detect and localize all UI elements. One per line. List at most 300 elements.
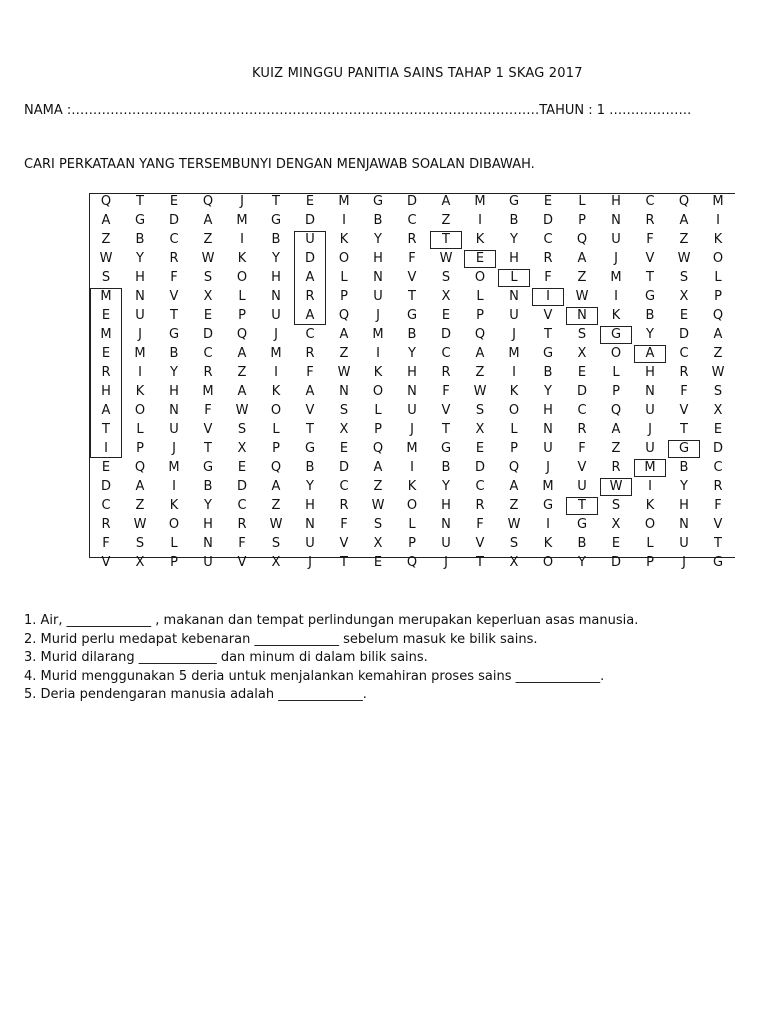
word-box-telitian-cell xyxy=(430,231,462,249)
grid-letter: E xyxy=(611,536,621,551)
grid-letter: I xyxy=(410,460,414,475)
grid-letter: S xyxy=(135,536,145,551)
grid-letter: G xyxy=(542,498,554,513)
grid-letter: M xyxy=(134,346,146,361)
grid-letter: G xyxy=(304,441,316,456)
grid-letter: X xyxy=(509,555,519,570)
grid-letter: H xyxy=(203,517,213,532)
grid-letter: C xyxy=(101,498,111,513)
grid-letter: W xyxy=(133,517,147,532)
grid-letter: O xyxy=(168,517,180,532)
grid-letter: P xyxy=(578,213,586,228)
grid-letter: A xyxy=(475,346,485,361)
grid-letter: X xyxy=(611,517,621,532)
grid-letter: E xyxy=(475,441,485,456)
grid-letter: L xyxy=(714,270,722,285)
grid-letter: Z xyxy=(441,213,451,228)
grid-letter: M xyxy=(644,460,656,475)
grid-letter: U xyxy=(543,441,553,456)
grid-letter: R xyxy=(577,422,587,437)
grid-letter: D xyxy=(304,251,315,266)
word-box-telitian-cell xyxy=(566,307,598,325)
grid-letter: W xyxy=(439,251,453,266)
word-box-guru-cell xyxy=(566,497,598,515)
grid-letter: Q xyxy=(372,441,384,456)
grid-letter: Z xyxy=(101,232,111,247)
grid-letter: C xyxy=(305,327,315,342)
grid-letter: O xyxy=(644,517,656,532)
grid-letter: B xyxy=(441,460,451,475)
grid-letter: E xyxy=(679,308,689,323)
grid-letter: F xyxy=(578,441,586,456)
grid-letter: M xyxy=(372,327,384,342)
grid-letter: K xyxy=(713,232,723,247)
grid-letter: M xyxy=(168,460,180,475)
grid-letter: A xyxy=(135,479,145,494)
grid-letter: R xyxy=(475,498,485,513)
grid-letter: V xyxy=(441,403,451,418)
grid-letter: H xyxy=(509,251,519,266)
word-box-telitian-cell xyxy=(464,250,496,268)
grid-letter: S xyxy=(339,403,349,418)
grid-letter: U xyxy=(135,308,145,323)
grid-letter: S xyxy=(271,536,281,551)
grid-letter: W xyxy=(575,289,589,304)
grid-letter: I xyxy=(546,289,550,304)
grid-letter: H xyxy=(373,251,383,266)
grid-letter: H xyxy=(305,498,315,513)
grid-letter: T xyxy=(340,555,348,570)
grid-letter: E xyxy=(577,365,587,380)
grid-letter: N xyxy=(543,422,553,437)
grid-letter: X xyxy=(713,403,723,418)
grid-letter: W xyxy=(201,251,215,266)
grid-letter: K xyxy=(407,479,417,494)
grid-letter: L xyxy=(646,536,654,551)
grid-letter: R xyxy=(169,251,179,266)
grid-letter: S xyxy=(373,517,383,532)
grid-letter: G xyxy=(134,213,146,228)
grid-letter: Q xyxy=(678,194,690,209)
grid-letter: Y xyxy=(136,251,144,266)
grid-letter: N xyxy=(577,308,587,323)
grid-letter: Y xyxy=(170,365,178,380)
grid-letter: Z xyxy=(237,365,247,380)
grid-letter: C xyxy=(543,232,553,247)
grid-letter: A xyxy=(611,422,621,437)
grid-letter: D xyxy=(338,460,349,475)
grid-letter: B xyxy=(373,213,383,228)
grid-letter: P xyxy=(238,308,246,323)
grid-letter: O xyxy=(712,251,724,266)
grid-letter: U xyxy=(441,536,451,551)
grid-letter: A xyxy=(203,213,213,228)
grid-letter: X xyxy=(339,422,349,437)
grid-letter: W xyxy=(609,479,623,494)
grid-letter: V xyxy=(713,517,723,532)
grid-letter: R xyxy=(679,365,689,380)
instruction-text: CARI PERKATAAN YANG TERSEMBUNYI DENGAN MENJAWAB SOALAN DIBAWAH. xyxy=(24,157,535,172)
grid-letter: N xyxy=(305,517,315,532)
grid-letter: M xyxy=(100,289,112,304)
grid-letter: V xyxy=(237,555,247,570)
grid-letter: J xyxy=(512,327,516,342)
grid-letter: S xyxy=(475,403,485,418)
grid-letter: R xyxy=(203,365,213,380)
grid-letter: U xyxy=(373,289,383,304)
grid-letter: V xyxy=(101,555,111,570)
grid-letter: A xyxy=(339,327,349,342)
grid-letter: K xyxy=(237,251,247,266)
grid-letter: K xyxy=(645,498,655,513)
grid-letter: O xyxy=(270,403,282,418)
grid-letter: Z xyxy=(713,346,723,361)
grid-letter: W xyxy=(507,517,521,532)
grid-letter: F xyxy=(204,403,212,418)
grid-letter: A xyxy=(305,270,315,285)
grid-letter: M xyxy=(542,479,554,494)
grid-letter: A xyxy=(713,327,723,342)
grid-letter: C xyxy=(339,479,349,494)
grid-letter: E xyxy=(339,441,349,456)
grid-letter: E xyxy=(441,308,451,323)
word-box-udara xyxy=(294,231,326,325)
grid-letter: N xyxy=(271,289,281,304)
grid-letter: I xyxy=(546,517,550,532)
grid-letter: N xyxy=(611,213,621,228)
grid-letter: Z xyxy=(679,232,689,247)
grid-letter: Z xyxy=(577,270,587,285)
grid-letter: G xyxy=(202,460,214,475)
grid-letter: W xyxy=(269,517,283,532)
grid-letter: C xyxy=(169,232,179,247)
grid-letter: U xyxy=(203,555,213,570)
grid-letter: J xyxy=(308,555,312,570)
grid-letter: M xyxy=(236,213,248,228)
grid-letter: U xyxy=(679,536,689,551)
grid-letter: L xyxy=(612,365,620,380)
grid-letter: Z xyxy=(271,498,281,513)
grid-letter: F xyxy=(170,270,178,285)
grid-letter: Q xyxy=(712,308,724,323)
grid-letter: R xyxy=(441,365,451,380)
grid-letter: C xyxy=(475,479,485,494)
grid-letter: Y xyxy=(442,479,450,494)
question-1: 1. Air, _____________ , makanan dan tempat perlindungan merupakan keperluan asas manusia. xyxy=(24,613,639,628)
grid-letter: T xyxy=(204,441,212,456)
grid-letter: I xyxy=(512,365,516,380)
grid-letter: H xyxy=(407,365,417,380)
grid-letter: I xyxy=(648,479,652,494)
grid-letter: R xyxy=(645,213,655,228)
grid-letter: R xyxy=(339,498,349,513)
grid-letter: Q xyxy=(508,460,520,475)
grid-letter: S xyxy=(237,422,247,437)
grid-letter: F xyxy=(408,251,416,266)
grid-letter: Z xyxy=(373,479,383,494)
grid-letter: K xyxy=(169,498,179,513)
grid-letter: G xyxy=(508,194,520,209)
grid-letter: U xyxy=(407,403,417,418)
grid-letter: H xyxy=(169,384,179,399)
grid-letter: B xyxy=(577,536,587,551)
grid-letter: I xyxy=(478,213,482,228)
grid-letter: U xyxy=(509,308,519,323)
grid-letter: W xyxy=(711,365,725,380)
grid-letter: F xyxy=(680,384,688,399)
grid-letter: Q xyxy=(202,194,214,209)
grid-letter: N xyxy=(169,403,179,418)
word-box-telitian-cell xyxy=(600,326,632,344)
grid-letter: T xyxy=(170,308,178,323)
grid-letter: Y xyxy=(272,251,280,266)
grid-letter: D xyxy=(236,479,247,494)
grid-letter: F xyxy=(476,517,484,532)
grid-letter: N xyxy=(645,384,655,399)
grid-letter: N xyxy=(135,289,145,304)
grid-letter: K xyxy=(543,536,553,551)
grid-letter: E xyxy=(373,555,383,570)
grid-letter: P xyxy=(510,441,518,456)
grid-letter: F xyxy=(714,498,722,513)
grid-letter: D xyxy=(610,555,621,570)
grid-letter: G xyxy=(610,327,622,342)
grid-letter: Z xyxy=(203,232,213,247)
grid-letter: U xyxy=(169,422,179,437)
grid-letter: K xyxy=(611,308,621,323)
grid-letter: A xyxy=(645,346,655,361)
grid-letter: I xyxy=(342,213,346,228)
grid-letter: C xyxy=(713,460,723,475)
grid-letter: T xyxy=(442,422,450,437)
grid-letter: E xyxy=(305,194,315,209)
question-list xyxy=(24,612,638,705)
grid-letter: L xyxy=(238,289,246,304)
grid-letter: L xyxy=(272,422,280,437)
grid-letter: I xyxy=(376,346,380,361)
word-search-grid xyxy=(89,193,735,570)
grid-letter: V xyxy=(339,536,349,551)
grid-letter: D xyxy=(576,384,587,399)
grid-letter: W xyxy=(235,403,249,418)
grid-letter: T xyxy=(306,422,314,437)
question-3: 3. Murid dilarang ____________ dan minum di dalam bilik sains. xyxy=(24,650,428,665)
grid-letter: B xyxy=(407,327,417,342)
grid-letter: L xyxy=(578,194,586,209)
grid-letter: L xyxy=(510,422,518,437)
grid-letter: H xyxy=(543,403,553,418)
grid-letter: U xyxy=(645,403,655,418)
grid-letter: Y xyxy=(306,479,314,494)
grid-letter: A xyxy=(271,479,281,494)
grid-letter: O xyxy=(134,403,146,418)
grid-letter: I xyxy=(274,365,278,380)
grid-letter: R xyxy=(237,517,247,532)
grid-letter: N xyxy=(407,384,417,399)
grid-letter: I xyxy=(716,213,720,228)
grid-letter: L xyxy=(170,536,178,551)
grid-letter: E xyxy=(101,308,111,323)
grid-letter: N xyxy=(509,289,519,304)
grid-letter: R xyxy=(101,517,111,532)
grid-letter: Z xyxy=(611,441,621,456)
grid-letter: H xyxy=(271,270,281,285)
grid-letter: A xyxy=(101,213,111,228)
grid-letter: H xyxy=(611,194,621,209)
grid-letter: B xyxy=(305,460,315,475)
grid-letter: I xyxy=(240,232,244,247)
grid-letter: S xyxy=(577,327,587,342)
grid-letter: G xyxy=(542,346,554,361)
grid-letter: Y xyxy=(578,555,586,570)
grid-letter: X xyxy=(441,289,451,304)
grid-letter: G xyxy=(678,441,690,456)
grid-letter: R xyxy=(305,289,315,304)
grid-letter: Q xyxy=(270,460,282,475)
grid-letter: C xyxy=(645,194,655,209)
grid-letter: G xyxy=(168,327,180,342)
grid-letter: D xyxy=(542,213,553,228)
grid-letter: B xyxy=(645,308,655,323)
grid-letter: B xyxy=(135,232,145,247)
grid-letter: Q xyxy=(134,460,146,475)
grid-letter: O xyxy=(508,403,520,418)
grid-letter: J xyxy=(172,441,176,456)
grid-letter: P xyxy=(340,289,348,304)
grid-letter: U xyxy=(611,232,621,247)
grid-letter: Q xyxy=(474,327,486,342)
grid-letter: H xyxy=(101,384,111,399)
grid-letter: U xyxy=(305,536,315,551)
grid-letter: T xyxy=(136,194,144,209)
grid-letter: M xyxy=(712,194,724,209)
grid-letter: M xyxy=(338,194,350,209)
grid-letter: A xyxy=(237,346,247,361)
grid-letter: T xyxy=(408,289,416,304)
grid-letter: G xyxy=(406,308,418,323)
word-box-telitian-cell xyxy=(532,288,564,306)
grid-letter: A xyxy=(509,479,519,494)
word-box-telitian-cell xyxy=(498,269,530,287)
grid-letter: O xyxy=(236,270,248,285)
grid-letter: K xyxy=(373,365,383,380)
grid-letter: H xyxy=(645,365,655,380)
grid-letter: W xyxy=(371,498,385,513)
grid-letter: R xyxy=(611,460,621,475)
grid-letter: O xyxy=(610,346,622,361)
grid-letter: F xyxy=(544,270,552,285)
grid-letter: H xyxy=(679,498,689,513)
grid-letter: C xyxy=(441,346,451,361)
grid-letter: Q xyxy=(100,194,112,209)
grid-letter: O xyxy=(406,498,418,513)
grid-letter: D xyxy=(100,479,111,494)
grid-letter: E xyxy=(475,251,485,266)
grid-letter: C xyxy=(679,346,689,361)
grid-letter: X xyxy=(203,289,213,304)
grid-letter: M xyxy=(610,270,622,285)
grid-letter: H xyxy=(135,270,145,285)
grid-letter: L xyxy=(476,289,484,304)
grid-letter: F xyxy=(306,365,314,380)
grid-letter: R xyxy=(407,232,417,247)
grid-letter: C xyxy=(203,346,213,361)
grid-letter: Q xyxy=(610,403,622,418)
grid-letter: T xyxy=(680,422,688,437)
grid-letter: A xyxy=(305,308,315,323)
grid-letter: F xyxy=(340,517,348,532)
grid-letter: G xyxy=(712,555,724,570)
grid-letter: E xyxy=(169,194,179,209)
grid-letter: W xyxy=(677,251,691,266)
grid-letter: D xyxy=(202,327,213,342)
word-box-guru-cell xyxy=(600,478,632,496)
grid-letter: T xyxy=(476,555,484,570)
word-box-guru-cell xyxy=(668,440,700,458)
grid-letter: G xyxy=(440,441,452,456)
grid-letter: G xyxy=(372,194,384,209)
grid-letter: J xyxy=(546,460,550,475)
word-box-memerhati xyxy=(90,288,122,458)
quiz-title: KUIZ MINGGU PANITIA SAINS TAHAP 1 SKAG 2017 xyxy=(252,66,583,81)
grid-letter: S xyxy=(679,270,689,285)
grid-letter: Q xyxy=(576,232,588,247)
grid-letter: S xyxy=(101,270,111,285)
grid-letter: J xyxy=(648,422,652,437)
grid-letter: S xyxy=(203,270,213,285)
grid-letter: N xyxy=(203,536,213,551)
grid-letter: O xyxy=(542,555,554,570)
grid-letter: T xyxy=(442,232,450,247)
grid-letter: E xyxy=(713,422,723,437)
grid-letter: J xyxy=(410,422,414,437)
grid-letter: V xyxy=(577,460,587,475)
grid-letter: J xyxy=(240,194,244,209)
grid-letter: F xyxy=(442,384,450,399)
grid-letter: L xyxy=(374,403,382,418)
grid-letter: B xyxy=(509,213,519,228)
grid-letter: Y xyxy=(646,327,654,342)
grid-letter: L xyxy=(136,422,144,437)
question-4: 4. Murid menggunakan 5 deria untuk menjalankan kemahiran proses sains _____________. xyxy=(24,668,605,684)
grid-letter: E xyxy=(237,460,247,475)
grid-letter: W xyxy=(99,251,113,266)
grid-letter: R xyxy=(305,346,315,361)
grid-letter: X xyxy=(271,555,281,570)
grid-letter: O xyxy=(372,384,384,399)
grid-letter: D xyxy=(406,194,417,209)
grid-letter: N xyxy=(339,384,349,399)
grid-letter: P xyxy=(612,384,620,399)
grid-letter: V xyxy=(543,308,553,323)
grid-letter: Z xyxy=(509,498,519,513)
grid-letter: U xyxy=(305,232,315,247)
name-year-line: NAMA :………………………………………………………………………………………………TAHUN : 1 ………………. xyxy=(24,103,692,118)
grid-letter: E xyxy=(543,194,553,209)
grid-letter: P xyxy=(476,308,484,323)
grid-letter: J xyxy=(376,308,380,323)
grid-letter: G xyxy=(576,517,588,532)
grid-letter: F xyxy=(238,536,246,551)
grid-letter: T xyxy=(102,422,110,437)
grid-letter: Y xyxy=(510,232,518,247)
grid-letter: C xyxy=(237,498,247,513)
grid-letter: G xyxy=(270,213,282,228)
grid-letter: M xyxy=(406,441,418,456)
grid-letter: J xyxy=(682,555,686,570)
grid-letter: N xyxy=(679,517,689,532)
grid-letter: A xyxy=(373,460,383,475)
